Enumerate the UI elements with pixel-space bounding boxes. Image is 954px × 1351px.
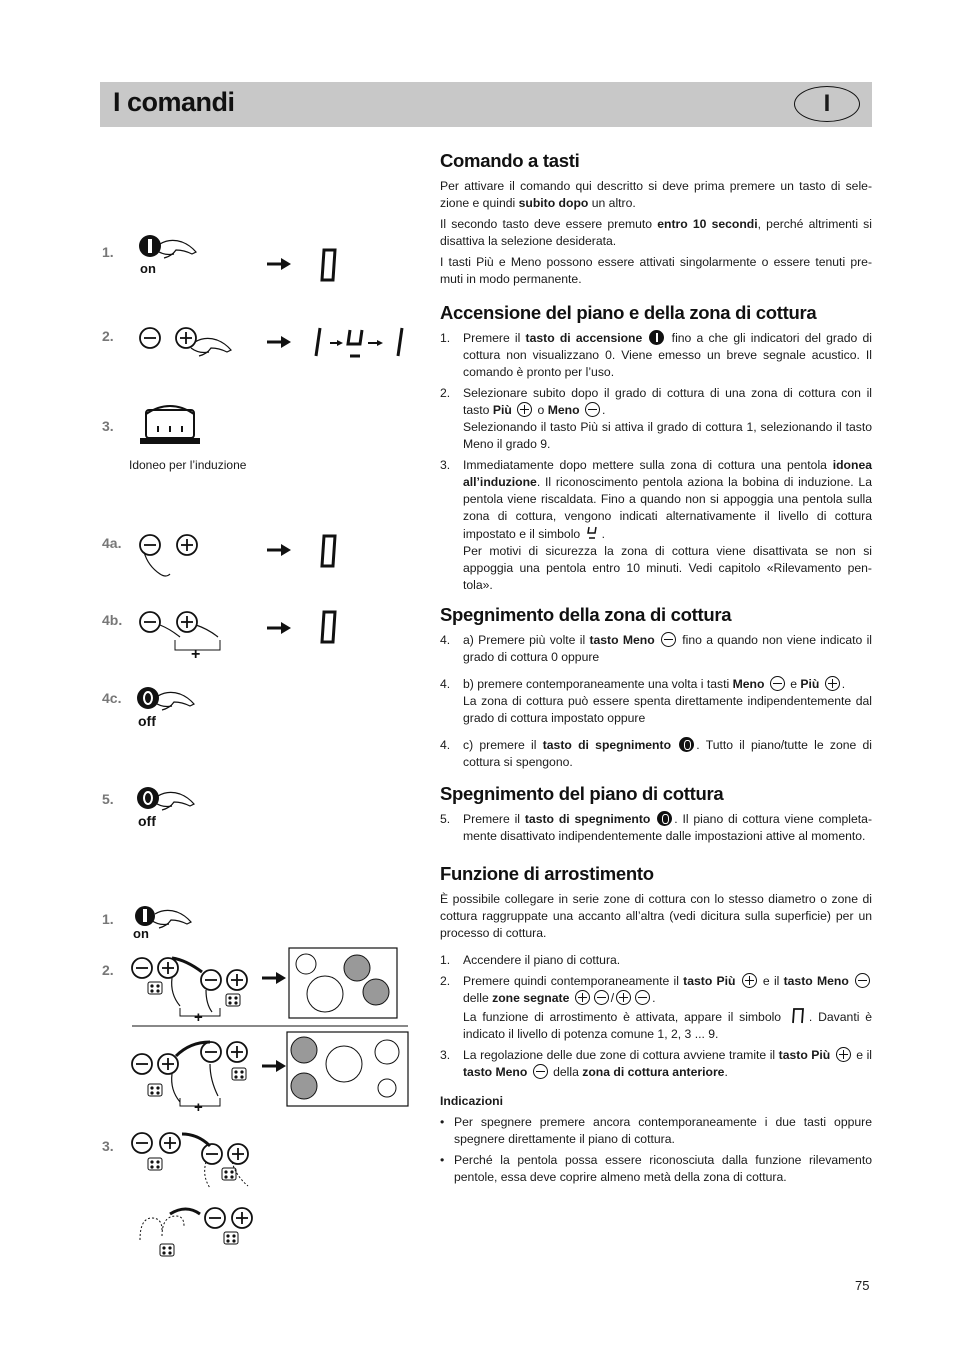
section-spegnimento-zona bbox=[440, 604, 872, 771]
minus-icon bbox=[585, 402, 600, 417]
list-item: 4. c) premere il tasto di spegnimento . Tutto il piano/tutte le zone di cottura si spengono. bbox=[440, 738, 873, 769]
section-title: Spegnimento della zona di cottura bbox=[440, 604, 732, 625]
power-on-icon bbox=[649, 330, 664, 345]
step-label: 1. bbox=[102, 244, 114, 260]
language-badge: I bbox=[794, 86, 860, 122]
step-label: 3. bbox=[102, 418, 114, 434]
plus-icon bbox=[742, 973, 757, 988]
control-illustrations bbox=[0, 0, 430, 1351]
bullet-item: • Per spegnere premere ancora contemporaneamente i due tasti oppure spegnere direttamente il piano di cottura. bbox=[440, 1115, 872, 1146]
svg-text:+: + bbox=[194, 1009, 203, 1026]
list-item: 1. Premere il tasto di accensione fino a che gli indicatori del grado di cottura non visualizzano 0. Viene emesso un breve segnale acustico. Il comando è pronto per l’uso. bbox=[440, 331, 873, 379]
section-comando bbox=[440, 150, 872, 288]
section-title: Comando a tasti bbox=[440, 150, 580, 171]
paragraph: È possibile collegare in serie zone di cottura con lo stesso diametro o zone di cottura raggruppate una accanto all’altra (vedi dicitura sulla superficie) per un processo di cottura. bbox=[440, 892, 872, 940]
minus-icon bbox=[594, 990, 609, 1005]
step-label: 2. bbox=[102, 328, 114, 344]
list-item: 3. Immediatamente dopo mettere sulla zona di cottura una pentola idonea all’induzione. Il riconoscimento pentola aziona la bobina di induzione. La pentola viene riscaldata. Fino a quando non si appoggia una pentola sulla zona di cottura, vengono indicati alternativamente il livello di cottura impostato e il simbolo . Per motivi di sicurezza la zona di cottura viene disattivata se non si appoggia una pentola entro 10 minuti. Vedi capitolo «Rilevamento pen-tola». bbox=[440, 458, 872, 592]
page-title: I comandi bbox=[113, 87, 235, 117]
svg-text:+: + bbox=[194, 1099, 203, 1116]
section-spegnimento-piano bbox=[440, 783, 872, 845]
text-column bbox=[440, 150, 872, 1190]
list-item: 5. Premere il tasto di spegnimento . Il piano di cottura viene completa-mente disattivato indipendentemente dalle impostazioni attive al momento. bbox=[440, 812, 873, 843]
plus-icon bbox=[517, 402, 532, 417]
step-label: 4c. bbox=[102, 690, 122, 706]
paragraph: Per attivare il comando qui descritto si deve prima premere un tasto di sele-zione e quindi subito dopo un altro. bbox=[440, 179, 872, 210]
minus-icon bbox=[533, 1064, 548, 1079]
list-item: 4. a) Premere più volte il tasto Meno fino a quando non viene indicato il grado di cottura 0 oppure bbox=[440, 633, 872, 664]
step-label: 5. bbox=[102, 791, 114, 807]
paragraph: Il secondo tasto deve essere premuto entro 10 secondi, perché altrimenti si disattiva la selezione desiderata. bbox=[440, 217, 872, 248]
off-label: off bbox=[138, 813, 156, 829]
induction-caption: Idoneo per l’induzione bbox=[129, 458, 247, 472]
list-item: 4. b) premere contemporaneamente una volta i tasti Meno e Più . La zona di cottura può essere spenta direttamente indipendentemente dal grado di cottura impostato oppure bbox=[440, 677, 872, 725]
pan-detect-icon bbox=[586, 525, 600, 541]
plus-icon bbox=[616, 990, 631, 1005]
plus-icon bbox=[575, 990, 590, 1005]
paragraph: I tasti Più e Meno possono essere attivati singolarmente o essere tenuti pre-muti in modo permanente. bbox=[440, 255, 872, 286]
step-label: 4a. bbox=[102, 535, 122, 551]
svg-text:+: + bbox=[191, 646, 201, 663]
step-label: 3. bbox=[102, 1138, 114, 1154]
minus-icon bbox=[855, 973, 870, 988]
list-item: 2. Premere quindi contemporaneamente il tasto Più e il tasto Meno delle zone segnate / . La funzione di arrostimento è attivata, appare il simbolo . Davanti è indicato il livello di potenza comune 1, 2, 3 ... 9. bbox=[440, 974, 872, 1041]
section-subtitle: Indicazioni bbox=[440, 1094, 503, 1108]
page-number: 75 bbox=[855, 1278, 870, 1293]
section-indicazioni bbox=[440, 1093, 872, 1186]
step-label: 2. bbox=[102, 962, 114, 978]
section-title: Funzione di arrostimento bbox=[440, 863, 654, 884]
power-off-icon bbox=[679, 737, 694, 752]
step-label: 1. bbox=[102, 911, 114, 927]
minus-icon bbox=[635, 990, 650, 1005]
bullet-item: • Perché la pentola possa essere riconosciuta dalla funzione rilevamento pentole, essa deve coprire almeno metà della zona di cottura. bbox=[440, 1153, 872, 1184]
section-accensione bbox=[440, 302, 872, 594]
plus-icon bbox=[825, 676, 840, 691]
on-label: on bbox=[140, 261, 156, 276]
minus-icon bbox=[661, 632, 676, 647]
list-item: 2. Selezionare subito dopo il grado di cottura di una zona di cottura con il tasto Più o Meno . Selezionando il tasto Più si attiva il grado di cottura 1, selezionando il tasto Meno il grado 9. bbox=[440, 386, 872, 451]
plus-icon bbox=[836, 1047, 851, 1062]
section-title: Spegnimento del piano di cottura bbox=[440, 783, 724, 804]
section-title: Accensione del piano e della zona di cottura bbox=[440, 302, 817, 323]
off-label: off bbox=[138, 713, 156, 729]
minus-icon bbox=[770, 676, 785, 691]
roasting-symbol-icon bbox=[790, 1007, 806, 1025]
section-arrostimento bbox=[440, 863, 872, 1081]
list-item: 1. Accendere il piano di cottura. bbox=[440, 953, 621, 967]
list-item: 3. La regolazione delle due zone di cottura avviene tramite il tasto Più e il tasto Meno della zona di cottura anteriore. bbox=[440, 1048, 872, 1079]
illustration-column bbox=[0, 0, 430, 1351]
on-label: on bbox=[133, 926, 149, 941]
step-label: 4b. bbox=[102, 612, 123, 628]
power-off-icon bbox=[657, 811, 672, 826]
